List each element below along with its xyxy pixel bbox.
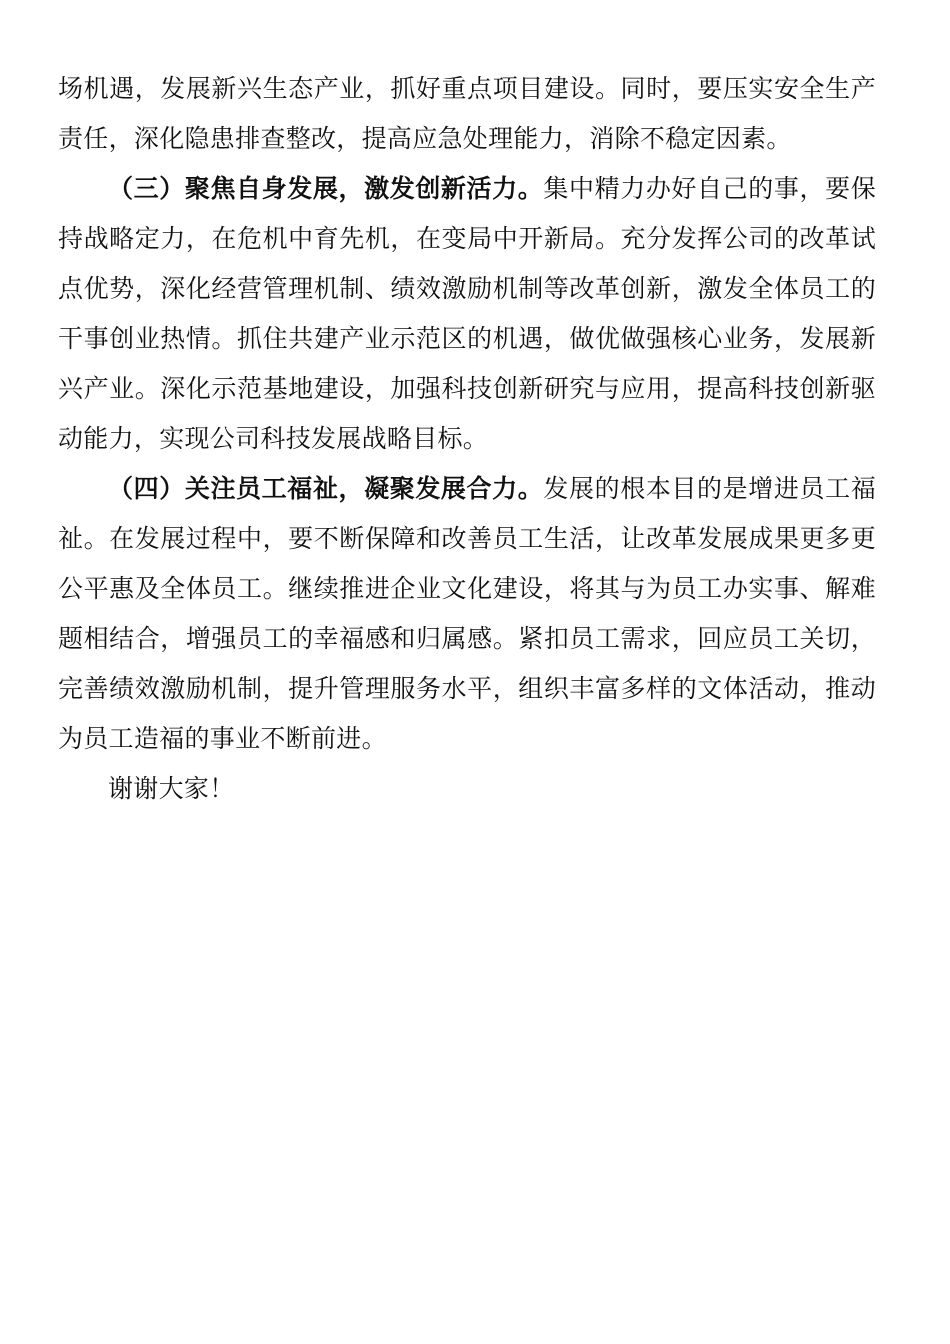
paragraph-text: 发展的根本目的是增进员工福祉。在发展过程中，要不断保障和改善员工生活，让改革发展成果更多更公平惠及全体员工。继续推进企业文化建设，将其与为员工办实事、解难题相结合，增强员工的幸福感和归属感。紧扣员工需求，回应员工关切，完善绩效激励机制，提升管理服务水平，组织丰富多样的文体活动，推动为员工造福的事业不断前进。 [58,474,876,753]
paragraph-text: 集中精力办好自己的事，要保持战略定力，在危机中育先机，在变局中开新局。充分发挥公司的改革试点优势，深化经营管理机制、绩效激励机制等改革创新，激发全体员工的干事创业热情。抓住共建产业示范区的机遇，做优做强核心业务，发展新兴产业。深化示范基地建设，加强科技创新研究与应用，提高科技创新驱动能力，实现公司科技发展战略目标。 [58,174,876,453]
paragraph-text: 谢谢大家！ [108,774,235,803]
paragraph-text: 场机遇，发展新兴生态产业，抓好重点项目建设。同时，要压实安全生产责任，深化隐患排查整改，提高应急处理能力，消除不稳定因素。 [58,74,876,153]
section-heading: （三）聚焦自身发展，激发创新活力。 [108,174,544,203]
paragraph-continuation [58,64,876,164]
paragraph-section-3 [58,164,876,464]
paragraph-section-4 [58,464,876,764]
section-heading: （四）关注员工福祉，凝聚发展合力。 [108,474,544,503]
closing-remark [58,764,876,814]
document-page [58,64,876,814]
